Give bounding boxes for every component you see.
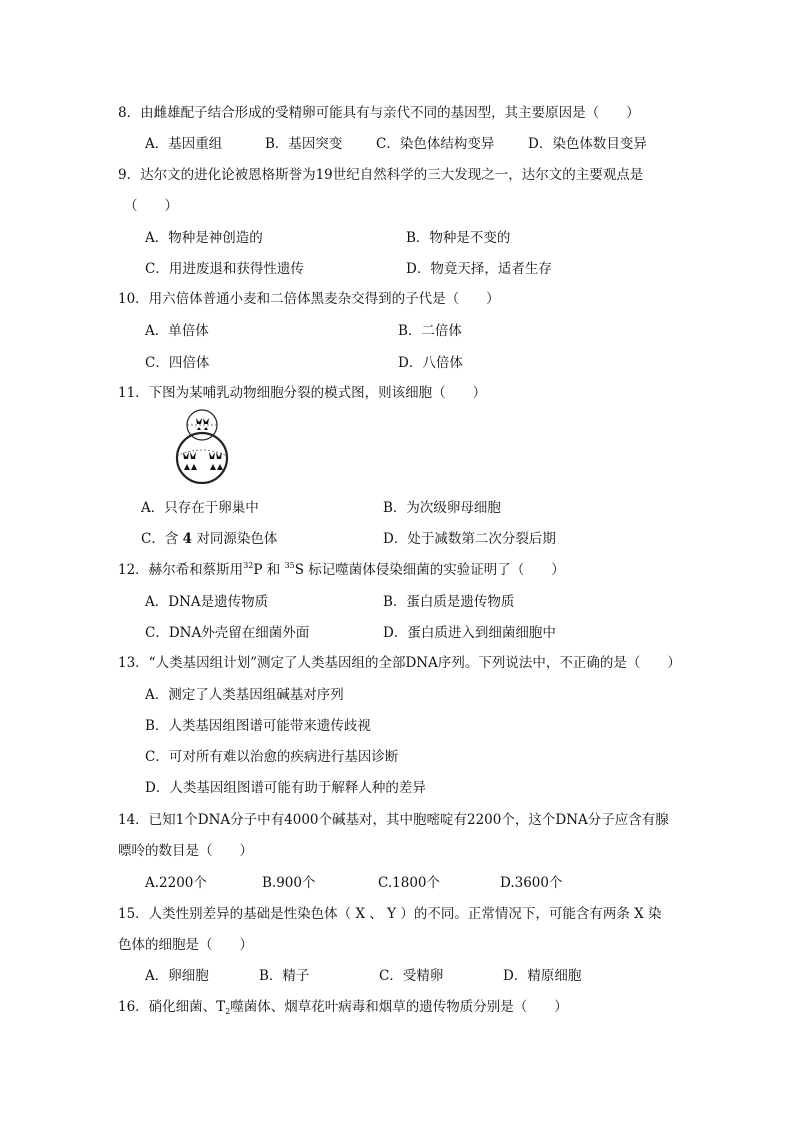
question-10-option-c: C．四倍体 [145,355,210,371]
question-15-option-d: D．精原细胞 [503,968,582,984]
question-12-option-d: D．蛋白质进入到细菌细胞中 [383,625,556,641]
question-8-option-c: C．染色体结构变异 [376,136,495,152]
question-8-option-b: B．基因突变 [265,136,343,152]
question-14-option-d: D.3600个 [500,875,563,891]
phosphorus-symbol: P [253,562,263,578]
question-14-option-a: A.2200个 [145,875,207,891]
question-11-option-d: D．处于减数第二次分裂后期 [383,531,556,547]
question-8-option-a: A．基因重组 [145,136,223,152]
question-15-stem-continued: 色体的细胞是（ ） [118,937,253,953]
question-10-option-d: D．八倍体 [398,355,463,371]
question-11-stem: 11．下图为某哺乳动物细胞分裂的模式图，则该细胞（ ） [118,385,487,401]
isotope-32-superscript: 32 [243,561,254,570]
question-12-stem [118,561,565,579]
question-14-option-c: C.1800个 [378,875,440,891]
question-12-option-a: A．DNA是遗传物质 [145,594,269,610]
question-10-option-b: B．二倍体 [398,323,462,339]
question-14-option-b: B.900个 [262,875,316,891]
question-15-option-b: B．精子 [259,968,310,984]
question-11-option-a: A．只存在于卵巢中 [141,500,259,516]
question-15-option-a: A．卵细胞 [145,968,209,984]
question-11-option-c [141,530,277,548]
question-9-stem: 9．达尔文的进化论被恩格斯誉为19世纪自然科学的三大发现之一，达尔文的主要观点是 [118,167,644,183]
question-15-stem: 15．人类性别差异的基础是性染色体（ X 、 Y ）的不同。正常情况下，可能含有两条 X 染 [118,906,662,922]
question-12-stem-end: 标记噬菌体侵染细菌的实验证明了（ ） [308,562,565,578]
sulfur-symbol: S [294,562,304,578]
question-10-option-a: A．单倍体 [145,323,209,339]
question-9-option-b: B．物种是不变的 [406,230,511,246]
question-12-stem-start: 12．赫尔希和蔡斯用 [118,562,244,578]
question-12-and: 和 [266,562,281,578]
question-13-option-a: A．测定了人类基因组碱基对序列 [145,687,344,703]
cell-division-diagram [163,408,243,484]
isotope-35-superscript: 35 [284,561,295,570]
question-11-option-c-number: 4 [182,531,193,547]
question-13-option-d: D．人类基因组图谱可能有助于解释人种的差异 [145,780,426,796]
question-16-stem-start: 16．硝化细菌、T [118,999,226,1015]
question-9-stem-continued: （ ） [124,198,178,214]
question-13-option-c: C．可对所有难以治愈的疾病进行基因诊断 [145,749,399,765]
question-8-stem: 8．由雌雄配子结合形成的受精卵可能具有与亲代不同的基因型，其主要原因是（ ） [118,105,640,121]
question-14-stem-continued: 嘌呤的数目是（ ） [118,843,253,859]
question-10-stem: 10．用六倍体普通小麦和二倍体黑麦杂交得到的子代是（ ） [118,291,500,307]
question-15-option-c: C．受精卵 [379,968,444,984]
question-9-option-a: A．物种是神创造的 [145,230,263,246]
question-12-option-c: C．DNA外壳留在细菌外面 [145,625,310,641]
question-16-stem [118,998,568,1016]
question-11-option-b: B．为次级卵母细胞 [383,500,501,516]
question-14-stem: 14．已知1个DNA分子中有4000个碱基对，其中胞嘧啶有2200个，这个DNA分子应含有腺 [118,812,669,828]
t2-subscript: 2 [225,1007,231,1016]
question-9-option-d: D．物竟天择，适者生存 [406,261,552,277]
question-13-stem: 13．“人类基因组计划”测定了人类基因组的全部DNA序列。下列说法中，不正确的是（ ） [118,655,681,671]
question-8-option-d: D．染色体数目变异 [528,136,647,152]
question-9-option-c: C．用进废退和获得性遗传 [145,261,304,277]
question-12-option-b: B．蛋白质是遗传物质 [383,594,515,610]
question-16-stem-end: 噬菌体、烟草花叶病毒和烟草的遗传物质分别是（ ） [230,999,568,1015]
question-11-option-c-prefix: C．含 [141,531,179,547]
question-13-option-b: B．人类基因组图谱可能带来遗传歧视 [145,718,371,734]
question-11-option-c-suffix: 对同源染色体 [196,531,278,547]
